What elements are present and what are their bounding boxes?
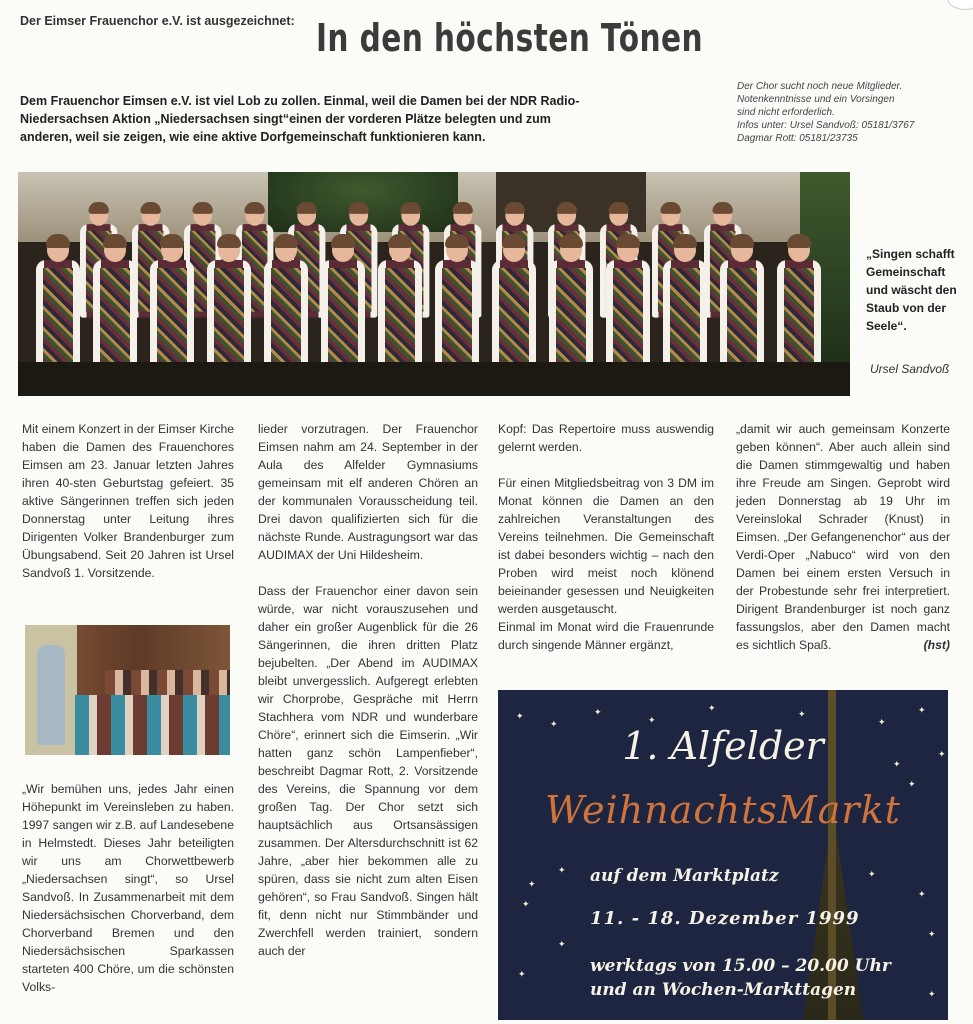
star-icon: ✦ — [918, 705, 926, 715]
star-icon: ✦ — [522, 899, 530, 909]
ad-dates: 11. - 18. Dezember 1999 — [590, 908, 860, 929]
star-icon: ✦ — [708, 703, 716, 713]
star-icon: ✦ — [558, 865, 566, 875]
ad-hours: werktags von 15.00 – 20.00 Uhr — [590, 956, 891, 976]
photo-caption-author: Ursel Sandvoß — [870, 362, 950, 376]
star-icon: ✦ — [928, 989, 936, 999]
paragraph: Für einen Mitgliedsbeitrag von 3 DM im Monat können die Damen an den zahlreichen Veranstaltungen des Vereins teilnehmen. Die Gemeinschaft ist dabei besonders wichtig – nach den Proben wird meist noch klönend beieinander gesessen und Neuigkeiten werden ausgetauscht. — [498, 476, 714, 616]
audience-back-row — [105, 670, 230, 698]
star-icon: ✦ — [893, 759, 901, 769]
star-icon: ✦ — [528, 879, 536, 889]
star-icon: ✦ — [798, 709, 806, 719]
kicker: Der Eimser Frauenchor e.V. ist ausgezeichnet: — [20, 14, 295, 28]
star-icon: ✦ — [648, 715, 656, 725]
photo-floor — [18, 362, 850, 396]
article-column-4 — [736, 420, 950, 654]
star-icon: ✦ — [516, 711, 524, 721]
info-line: Notenkenntnisse und ein Vorsingen — [737, 94, 895, 105]
info-line: sind nicht erforderlich. — [737, 107, 835, 118]
paragraph — [736, 420, 950, 654]
paragraph: lieder vorzutragen. Der Frauenchor Eimsen nahm am 24. September in der Aula des Alfelder Gymnasiums gemeinsam mit elf anderen Chören an der kommunalen Vorausscheidung teil. Drei davon qualifizierten sich für die nächste Runde. Austragungsort war das AUDIMAX der Uni Hildesheim. — [258, 422, 478, 562]
info-box — [737, 80, 967, 145]
star-icon: ✦ — [878, 717, 886, 727]
article-column-1-top — [22, 420, 234, 582]
star-icon: ✦ — [938, 749, 946, 759]
info-line: Dagmar Rott: 05181/23735 — [737, 133, 858, 144]
choir-group-photo — [18, 172, 850, 396]
article-column-3 — [498, 420, 714, 654]
ad-title-main: WeihnachtsMarkt — [545, 788, 901, 832]
conductor-figure — [37, 645, 65, 745]
rehearsal-photo — [25, 625, 230, 755]
star-icon: ✦ — [558, 939, 566, 949]
paragraph: Mit einem Konzert in der Eimser Kirche haben die Damen des Frauenchores Eimsen am 23. Januar letzten Jahres ihren 40-sten Geburtstag gefeiert. 35 aktive Sängerinnen treffen sich jeden Donnerstag unter Leitung ihres Dirigenten Volker Brandenburger zum Übungsabend. Seit 20 Jahren ist Ursel Sandvoß 1. Vorsitzende. — [22, 422, 234, 580]
ad-title-line: 1. Alfelder — [622, 724, 824, 768]
paragraph: „Wir bemühen uns, jedes Jahr einen Höhepunkt im Vereinsleben zu haben. 1997 sangen wir z.B. auf Landesebene in Helmstedt. Dieses Jahr beteiligten wir uns am Chorwettbewerb „Niedersachsen singt“, so Ursel Sandvoß. In Zusammenarbeit mit dem Niedersächsischen Chorverband, dem Chorverband Bremen und den Niedersächsischen Sparkassen starteten 400 Chöre, um die schönsten Volks- — [22, 782, 234, 994]
page-corner-mark — [947, 0, 973, 10]
star-icon: ✦ — [918, 889, 926, 899]
star-icon: ✦ — [868, 869, 876, 879]
audience-front-row — [75, 695, 230, 755]
paragraph: Kopf: Das Repertoire muss auswendig gelernt werden. — [498, 422, 714, 454]
star-icon: ✦ — [928, 929, 936, 939]
star-icon: ✦ — [550, 719, 558, 729]
author-signature: (hst) — [923, 638, 950, 652]
paragraph: Einmal im Monat wird die Frauenrunde durch singende Männer ergänzt, — [498, 620, 714, 652]
paragraph-text: „damit wir auch gemeinsam Konzerte geben können“. Aber auch allein sind die Damen stimmgewaltig und haben ihre Freude am Singen. Geprobt wird jeden Donnerstag ab 19 Uhr im Vereinslokal Schrader (Knust) in Eimsen. „Der Gefangenenchor“ aus der Verdi-Oper „Nabuco“ wird von den Damen bei einem ersten Versuch in der Probestunde sehr frei interpretiert. Dirigent Brandenburger ist noch ganz fassungslos, aber den Damen macht es sichtlich Spaß. — [736, 422, 950, 652]
christmas-market-ad — [498, 690, 948, 1020]
photo-caption-quote: „Singen schafft Gemeinschaft und wäscht den Staub von der Seele“. — [866, 247, 957, 333]
info-line: Der Chor sucht noch neue Mitglieder. — [737, 81, 903, 92]
ad-location: auf dem Marktplatz — [590, 866, 779, 886]
article-column-1-bottom — [22, 780, 234, 996]
paragraph: Dass der Frauenchor einer davon sein würde, war nicht vorauszusehen und daher ein großer Augenblick für die 26 Sängerinnen, die ihren dritten Platz bejubelten. „Der Abend im AUDIMAX bleibt unvergesslich. Aufgeregt erlebten wir Chorprobe, Gespräche mit Herrn Stachhera vom NDR und wunderbare Chöre“, erinnert sich die Eimserin. „Wir hatten ganz schön Lampenfieber“, beschreibt Dagmar Rott, 2. Vorsitzende des Vereins, die Spannung vor dem großen Tag. Der Chor setzt sich hauptsächlich aus Ortsansässigen zusammen. Der Altersdurchschnitt ist 62 Jahre, „aber hier bekommen alle zu spüren, dass sie nicht zum alten Eisen gehören“, so Frau Sandvoß. Singen hält fit, denn nicht nur Stimmbänder und Zwerchfell werden trainiert, sondern auch der — [258, 584, 478, 958]
ad-market-days: und an Wochen-Markttagen — [590, 980, 857, 1000]
article-column-2 — [258, 420, 478, 960]
lead-paragraph: Dem Frauenchor Eimsen e.V. ist viel Lob zu zollen. Einmal, weil die Damen bei der NDR Radio-Niedersachsen Aktion „Niedersachsen singt“einen der vorderen Plätze belegten und zum anderen, weil sie zeigen, wie eine aktive Dorfgemeinschaft funktionieren kann. — [20, 94, 580, 144]
info-line: Infos unter: Ursel Sandvoß: 05181/3767 — [737, 120, 915, 131]
star-icon: ✦ — [518, 969, 526, 979]
headline: In den höchsten Tönen — [316, 16, 703, 60]
star-icon: ✦ — [908, 779, 916, 789]
star-icon: ✦ — [594, 707, 602, 717]
